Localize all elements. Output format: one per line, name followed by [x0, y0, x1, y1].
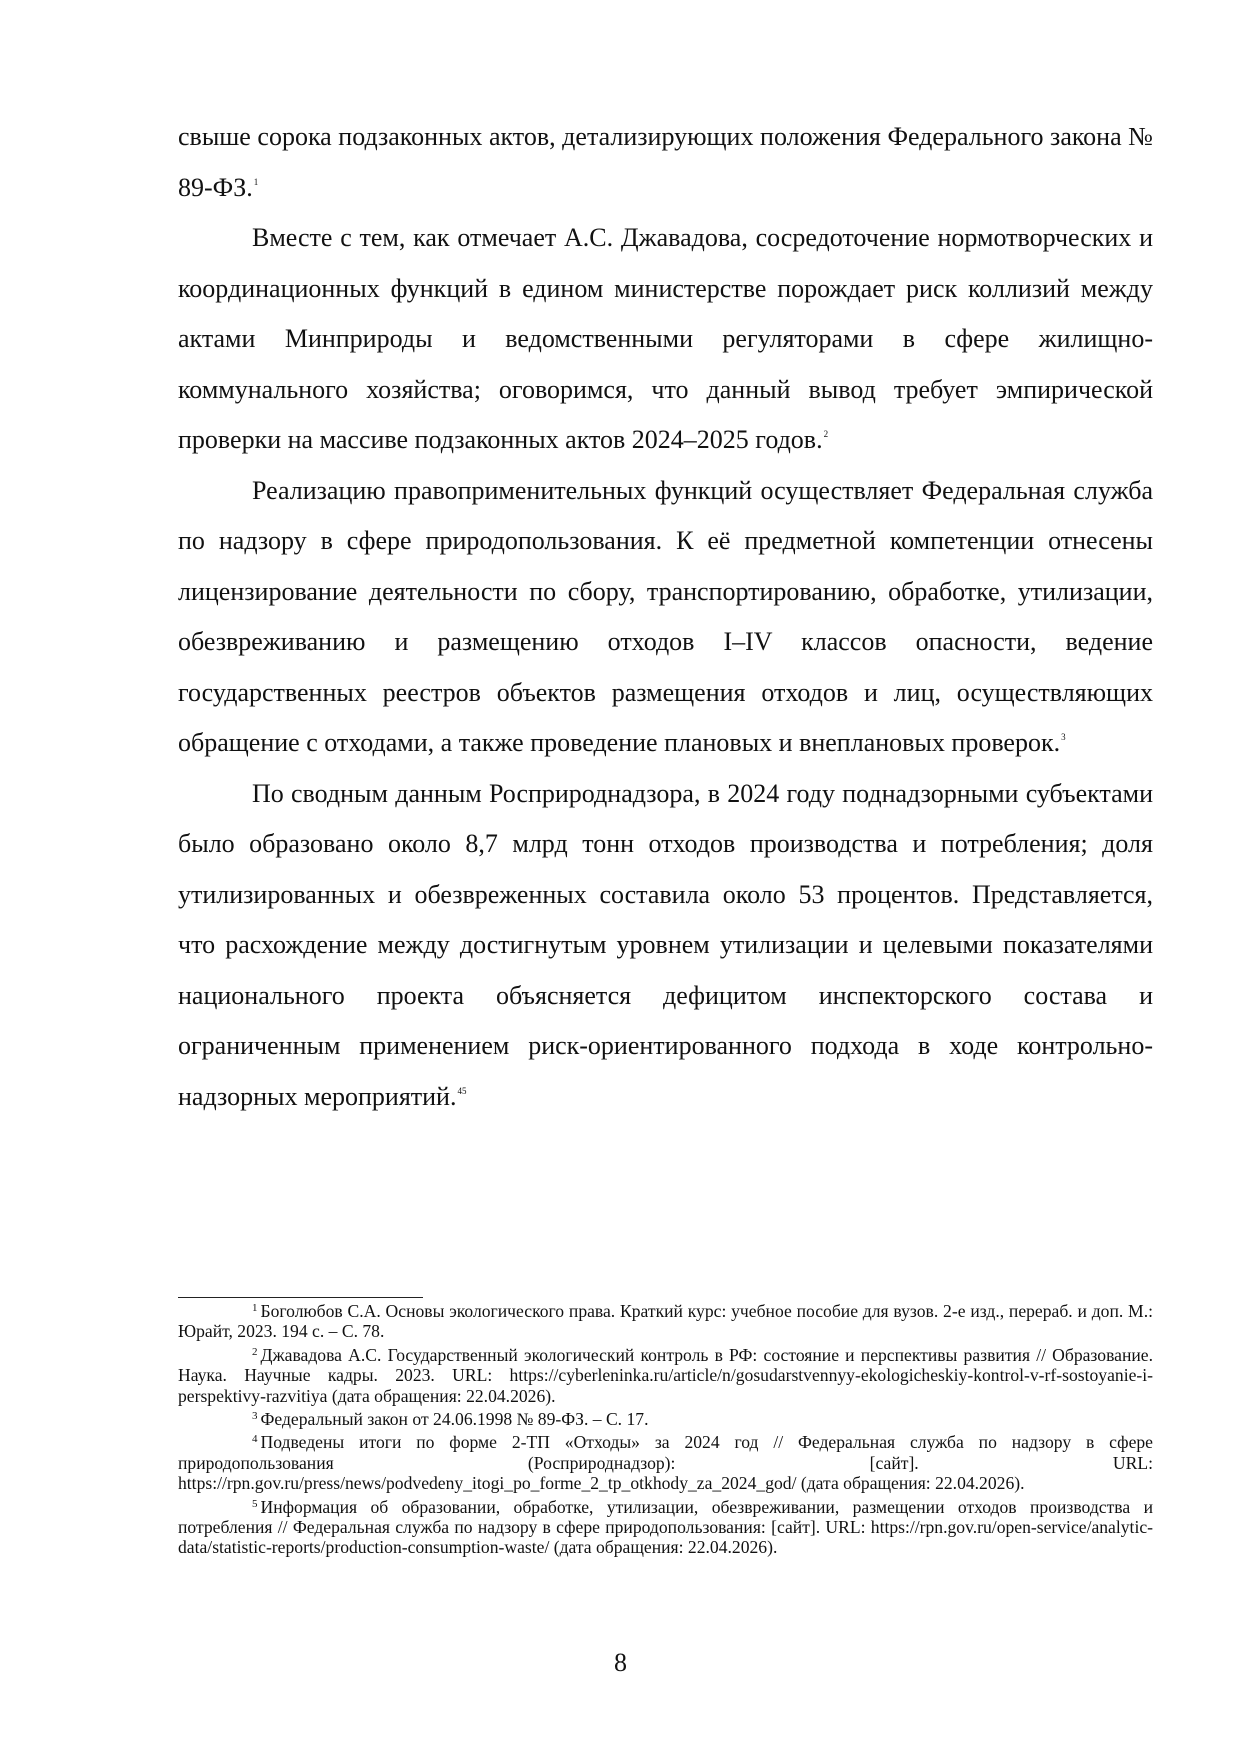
footnote-ref-3[interactable]: 3: [1061, 732, 1066, 742]
paragraph-1: [178, 112, 1153, 213]
footnote-ref-45[interactable]: 45: [457, 1085, 467, 1096]
footnote-1: [178, 1301, 1153, 1342]
paragraph-2: [178, 213, 1153, 466]
footnote-mark: 4: [252, 1433, 258, 1446]
footnote-mark: 3: [252, 1410, 258, 1423]
paragraph-4-text: По сводным данным Росприроднадзора, в 2024 году поднадзорными субъектами было образовано около 8,7 млрд тонн отходов производства и потребления; доля утилизированных и обезвреженных составила около 53 процентов. Представляется, что расхождение между достигнутым уровнем утилизации и целевыми показателями национального проекта объясняется дефицитом инспекторского состава и ограниченным применением риск-ориентированного подхода в ходе контрольно-надзорных мероприятий.: [178, 778, 1153, 1111]
footnote-text: Федеральный закон от 24.06.1998 № 89-ФЗ. – С. 17.: [260, 1409, 649, 1430]
paragraph-3: [178, 466, 1153, 769]
footnote-ref-1[interactable]: 1: [253, 176, 259, 187]
paragraph-1-text: свыше сорока подзаконных актов, детализирующих положения Федерального закона № 89-ФЗ.: [178, 122, 1153, 202]
footnote-4: [178, 1432, 1153, 1493]
footnote-text: Информация об образовании, обработке, утилизации, обезвреживании, размещении отходов производства и потребления // Федеральная служба по надзору в сфере природопользования: [сайт]. URL: https://rpn.gov.ru/open-service/analytic-data/statistic-reports/production-consumption-waste/ (дата обращения: 22.04.2026).: [178, 1496, 1153, 1558]
footnote-separator: [178, 1297, 423, 1298]
paragraph-2-text: Вместе с тем, как отмечает А.С. Джавадова, сосредоточение нормотворческих и координационных функций в едином министерстве порождает риск коллизий между актами Минприроды и ведомственными регуляторами в сфере жилищно-коммунального хозяйства; оговоримся, что данный вывод требует эмпирической проверки на массиве подзаконных актов 2024–2025 годов.: [178, 223, 1153, 454]
footnote-ref-2[interactable]: 2: [823, 429, 829, 439]
footnotes: [178, 1301, 1153, 1561]
footnote-mark: 5: [252, 1497, 258, 1510]
footnote-mark: 1: [252, 1302, 258, 1314]
footnote-3: [178, 1409, 1153, 1429]
footnote-text: Подведены итоги по форме 2-ТП «Отходы» за 2024 год // Федеральная служба по надзору в сфере природопользования (Росприроднадзор): [сайт]. URL: https://rpn.gov.ru/press/news/podvedeny_itogi_po_forme_2_tp_otkhody_za_2024_god/ (дата обращения: 22.04.2026).: [178, 1432, 1153, 1494]
page-number: 8: [614, 1648, 627, 1677]
footnote-5: [178, 1497, 1153, 1558]
footnote-mark: 2: [252, 1345, 258, 1358]
paragraph-3-text: Реализацию правоприменительных функций осуществляет Федеральная служба по надзору в сфере природопользования. К её предметной компетенции отнесены лицензирование деятельности по сбору, транспортированию, обработке, утилизации, обезвреживанию и размещению отходов I–IV классов опасности, ведение государственных реестров объектов размещения отходов и лиц, осуществляющих обращение с отходами, а также проведение плановых и внеплановых проверок.: [178, 475, 1153, 757]
paragraph-4: [178, 769, 1153, 1123]
footnote-text: Джавадова А.С. Государственный экологический контроль в РФ: состояние и перспективы развития // Образование. Наука. Научные кадры. 2023. URL: https://cyberleninka.ru/article/n/gosudarstvennyy-ekologicheskiy-kontrol-v-rf-sostoyanie-i-perspektivy-razvitiya (дата обращения: 22.04.2026).: [178, 1344, 1153, 1406]
footnote-text: Боголюбов С.А. Основы экологического права. Краткий курс: учебное пособие для вузов. 2-е изд., перераб. и доп. М.: Юрайт, 2023. 194 с. – С. 78.: [178, 1301, 1153, 1342]
main-text: [178, 112, 1153, 1122]
footnote-2: [178, 1345, 1153, 1406]
